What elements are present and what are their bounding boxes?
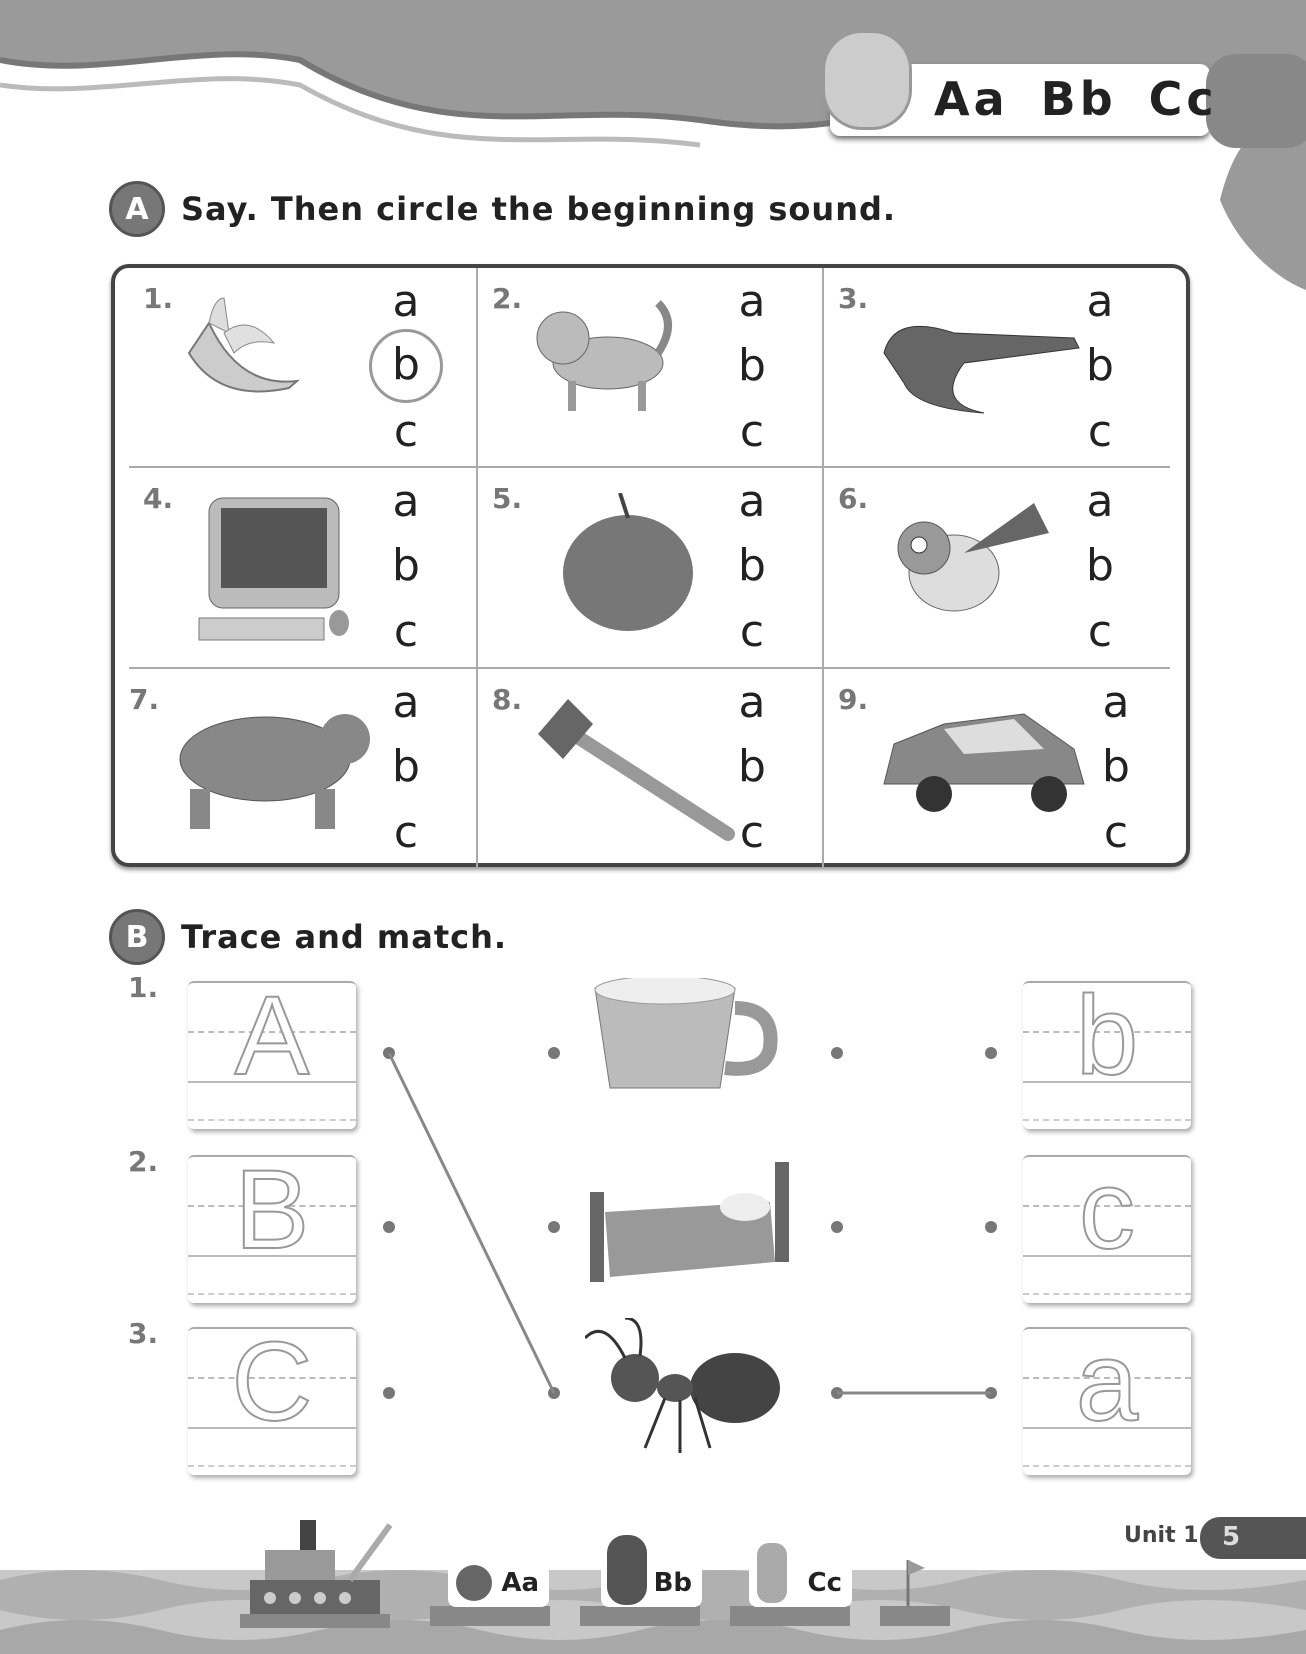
footer-card-bb: [601, 1559, 702, 1607]
footer-card-label: Aa: [501, 1568, 539, 1598]
row-number: 3.: [128, 1317, 159, 1350]
grid-cell-2: [478, 268, 824, 468]
match-line-a-ant: [389, 1053, 554, 1393]
grid-cell-4: [129, 468, 478, 669]
grid-cell-3: [824, 268, 1170, 468]
row-number: 2.: [128, 1145, 159, 1178]
item-number: 8.: [492, 683, 523, 716]
computer-picture: [179, 493, 399, 643]
option-c[interactable]: c: [393, 606, 419, 657]
option-c[interactable]: c: [1103, 807, 1129, 858]
footer-card-label: Cc: [807, 1568, 842, 1598]
unit-label: Unit 1: [1124, 1523, 1199, 1548]
scroll-swirl-icon: [822, 30, 912, 130]
match-dot-left[interactable]: [383, 1047, 395, 1059]
footer-card-cc: [749, 1559, 852, 1607]
match-dot-right[interactable]: [985, 1221, 997, 1233]
match-dot-left[interactable]: [383, 1387, 395, 1399]
option-a[interactable]: a: [392, 677, 420, 728]
option-c[interactable]: c: [1087, 406, 1113, 457]
trace-box-lowercase[interactable]: [1023, 973, 1191, 1129]
item-number: 5.: [492, 482, 523, 515]
section-a-badge: A: [109, 181, 165, 237]
banana-picture: [179, 293, 399, 443]
car-picture: [874, 694, 1094, 844]
option-b[interactable]: b: [738, 540, 766, 591]
option-c[interactable]: c: [1087, 606, 1113, 657]
option-b[interactable]: b: [1086, 540, 1114, 591]
item-number: 4.: [143, 482, 174, 515]
match-dot-left[interactable]: [383, 1221, 395, 1233]
section-b-instruction: Trace and match.: [181, 918, 508, 956]
option-b[interactable]: b: [1086, 340, 1114, 391]
item-number: 9.: [838, 683, 869, 716]
match-dot-picture-left[interactable]: [548, 1221, 560, 1233]
match-dot-picture-right[interactable]: [831, 1221, 843, 1233]
cat-picture: [528, 293, 748, 443]
bird-picture: [874, 493, 1094, 643]
item-number: 3.: [838, 282, 869, 315]
trace-letter: a: [1075, 1319, 1139, 1444]
trace-letter: b: [1075, 973, 1139, 1098]
trace-box-uppercase[interactable]: [188, 973, 356, 1129]
trace-box-uppercase[interactable]: [188, 1147, 356, 1303]
option-c[interactable]: c: [393, 807, 419, 858]
header-curtain-decoration: [0, 0, 1306, 300]
item-number: 2.: [492, 282, 523, 315]
option-c[interactable]: c: [739, 606, 765, 657]
page-title: Aa Bb Cc: [934, 72, 1218, 126]
bear-character-icon: [607, 1535, 647, 1605]
option-a[interactable]: a: [1102, 677, 1130, 728]
grid-cell-5: [478, 468, 824, 669]
option-c[interactable]: c: [393, 406, 419, 457]
bed-picture: [585, 1152, 800, 1302]
trace-letter: C: [231, 1319, 313, 1444]
option-a[interactable]: a: [1086, 476, 1114, 527]
option-b[interactable]: b: [392, 741, 420, 792]
grid-cell-6: [824, 468, 1170, 669]
apple-character-icon: [456, 1565, 492, 1601]
row-number: 1.: [128, 971, 159, 1004]
option-b-circled[interactable]: b: [369, 329, 443, 403]
option-a[interactable]: a: [392, 276, 420, 327]
ant-picture: [585, 1318, 800, 1468]
page-number: 5: [1200, 1517, 1306, 1559]
match-dot-picture-right[interactable]: [831, 1047, 843, 1059]
footer-card-label: Bb: [653, 1568, 692, 1598]
section-b-badge: B: [109, 909, 165, 965]
option-b[interactable]: b: [392, 540, 420, 591]
option-a[interactable]: a: [1086, 276, 1114, 327]
trace-letter: B: [234, 1147, 310, 1272]
grid-cell-1: [129, 268, 478, 468]
cup-picture: [585, 978, 800, 1128]
item-number: 1.: [143, 282, 174, 315]
grid-cell-7: [115, 669, 478, 867]
crocodile-picture: [874, 293, 1094, 443]
match-dot-right[interactable]: [985, 1047, 997, 1059]
header-tab-decoration: [1206, 54, 1306, 148]
item-number: 7.: [129, 683, 160, 716]
match-dot-right[interactable]: [985, 1387, 997, 1399]
trace-box-lowercase[interactable]: [1023, 1147, 1191, 1303]
option-c[interactable]: c: [739, 807, 765, 858]
trace-letter: A: [234, 973, 310, 1098]
option-b[interactable]: b: [1102, 741, 1130, 792]
option-a[interactable]: a: [738, 276, 766, 327]
option-a[interactable]: a: [392, 476, 420, 527]
item-number: 6.: [838, 482, 869, 515]
trace-box-lowercase[interactable]: [1023, 1319, 1191, 1475]
circle-sound-grid: [111, 264, 1190, 867]
axe-picture: [528, 694, 748, 844]
trace-box-uppercase[interactable]: [188, 1319, 356, 1475]
match-dot-picture-right[interactable]: [831, 1387, 843, 1399]
footer-card-aa: [448, 1559, 549, 1607]
grid-cell-9: [824, 669, 1186, 867]
apple-picture: [528, 493, 748, 643]
match-dot-picture-left[interactable]: [548, 1047, 560, 1059]
section-a-instruction: Say. Then circle the beginning sound.: [181, 190, 897, 228]
trace-letter: c: [1079, 1147, 1135, 1272]
bear-picture: [165, 694, 385, 844]
option-a[interactable]: a: [738, 476, 766, 527]
match-dot-picture-left[interactable]: [548, 1387, 560, 1399]
option-b[interactable]: b: [738, 340, 766, 391]
cat-character-icon: [757, 1543, 787, 1603]
option-a[interactable]: a: [738, 677, 766, 728]
option-c[interactable]: c: [739, 406, 765, 457]
option-b[interactable]: b: [738, 741, 766, 792]
grid-cell-8: [478, 669, 824, 867]
